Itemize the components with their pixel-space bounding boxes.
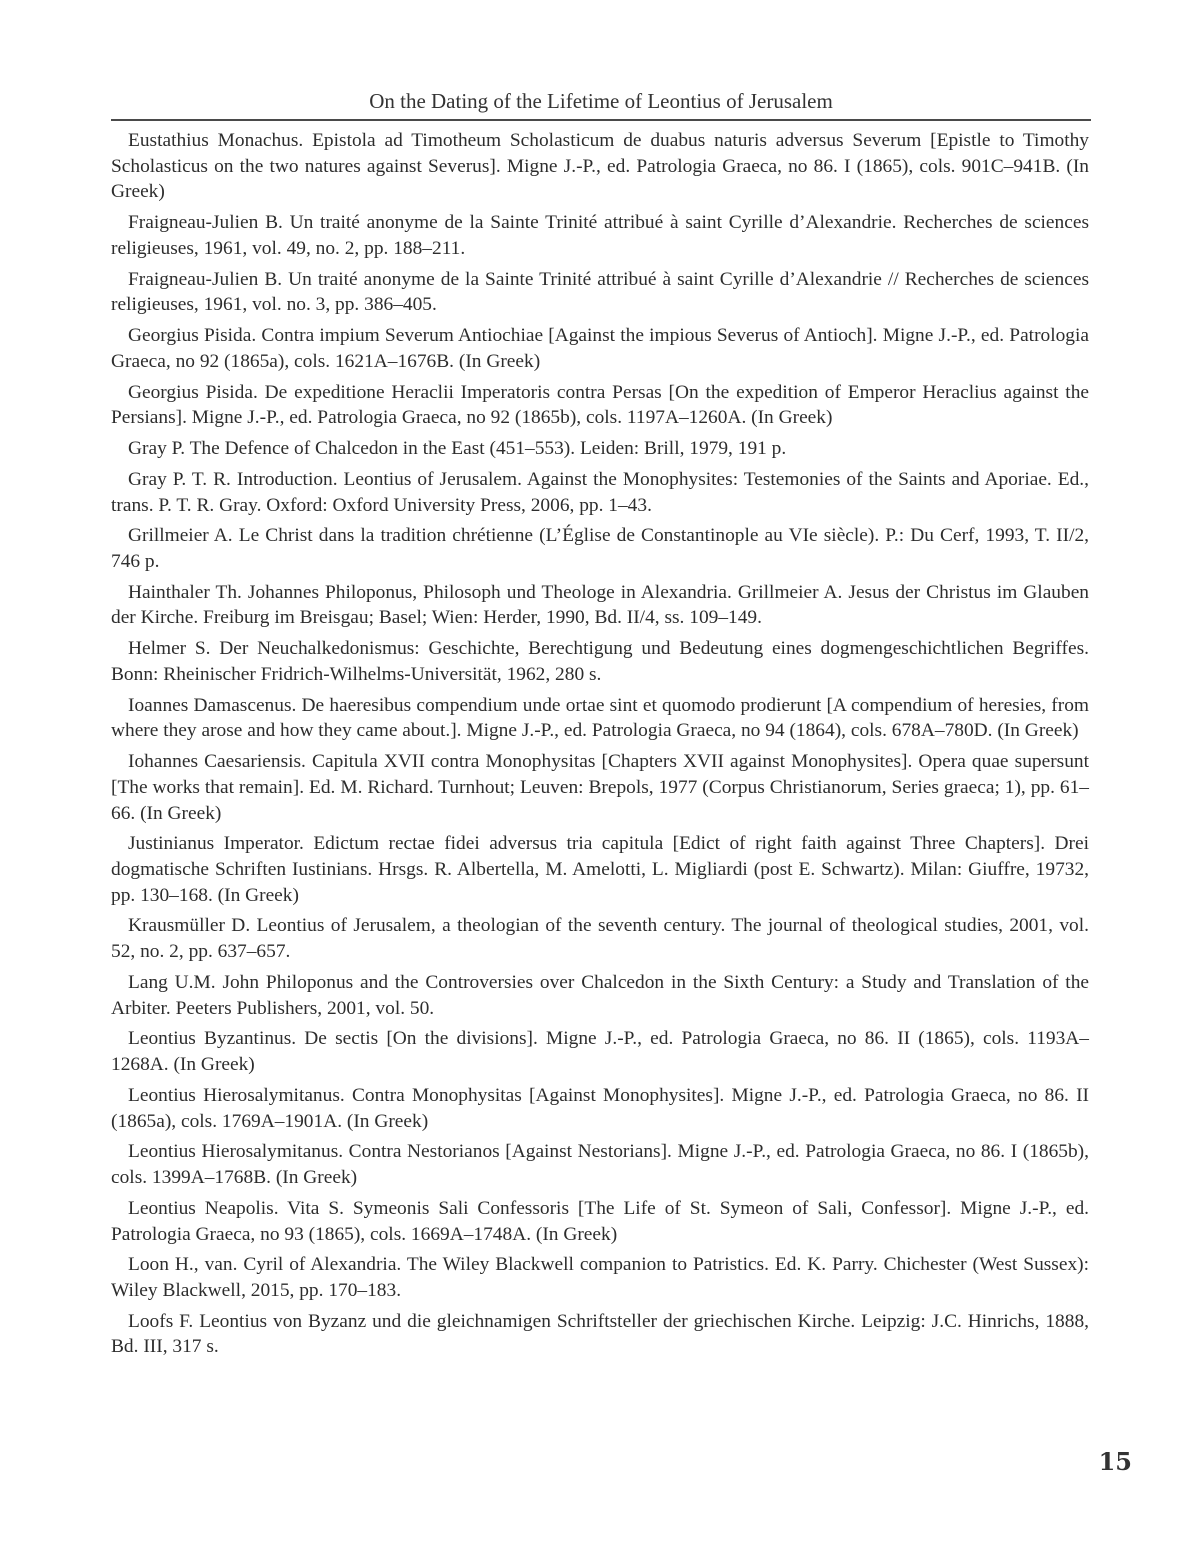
reference-item: Lang U.M. John Philoponus and the Controversies over Chalcedon in the Sixth Century: a Study and Translation of the Arbiter. Peeters Publishers, 2001, vol. 50. xyxy=(111,970,1089,1021)
reference-item: Gray P. The Defence of Chalcedon in the East (451–553). Leiden: Brill, 1979, 191 p. xyxy=(111,436,1089,462)
page-number: 15 xyxy=(1099,1447,1132,1476)
reference-item: Gray P. T. R. Introduction. Leontius of Jerusalem. Against the Monophysites: Testemonies of the Saints and Aporiae. Ed., trans. P. T. R. Gray. Oxford: Oxford University Press, 2006, pp. 1–43. xyxy=(111,467,1089,518)
header-rule xyxy=(111,119,1091,121)
reference-list xyxy=(111,128,1089,1365)
reference-item: Krausmüller D. Leontius of Jerusalem, a theologian of the seventh century. The journal of theological studies, 2001, vol. 52, no. 2, pp. 637–657. xyxy=(111,913,1089,964)
reference-item: Fraigneau-Julien B. Un traité anonyme de la Sainte Trinité attribué à saint Cyrille d’Alexandrie. Recherches de sciences religieuses, 1961, vol. 49, no. 2, pp. 188–211. xyxy=(111,210,1089,261)
reference-item: Leontius Byzantinus. De sectis [On the divisions]. Migne J.-P., ed. Patrologia Graeca, no 86. II (1865), cols. 1193A–1268A. (In Greek) xyxy=(111,1026,1089,1077)
reference-item: Leontius Neapolis. Vita S. Symeonis Sali Confessoris [The Life of St. Symeon of Sali, Confessor]. Migne J.-P., ed. Patrologia Graeca, no 93 (1865), cols. 1669A–1748A. (In Greek) xyxy=(111,1196,1089,1247)
reference-item: Georgius Pisida. De expeditione Heraclii Imperatoris contra Persas [On the expedition of Emperor Heraclius against the Persians]. Migne J.-P., ed. Patrologia Graeca, no 92 (1865b), cols. 1197A–1260A. (In Greek) xyxy=(111,380,1089,431)
reference-item: Loofs F. Leontius von Byzanz und die gleichnamigen Schriftsteller der griechischen Kirche. Leipzig: J.C. Hinrichs, 1888, Bd. III, 317 s. xyxy=(111,1309,1089,1360)
reference-item: Leontius Hierosalymitanus. Contra Nestorianos [Against Nestorians]. Migne J.-P., ed. Patrologia Graeca, no 86. I (1865b), cols. 1399A–1768B. (In Greek) xyxy=(111,1139,1089,1190)
reference-item: Justinianus Imperator. Edictum rectae fidei adversus tria capitula [Edict of right faith against Three Chapters]. Drei dogmatische Schriften Iustinians. Hrsgs. R. Albertella, M. Amelotti, L. Migliardi (post E. Schwartz). Milan: Giuffre, 19732, pp. 130–168. (In Greek) xyxy=(111,831,1089,908)
running-header: On the Dating of the Lifetime of Leontius of Jerusalem xyxy=(111,88,1091,114)
reference-item: Helmer S. Der Neuchalkedonismus: Geschichte, Berechtigung und Bedeutung eines dogmengeschichtlichen Begriffes. Bonn: Rheinischer Fridrich-Wilhelms-Universität, 1962, 280 s. xyxy=(111,636,1089,687)
reference-item: Ioannes Damascenus. De haeresibus compendium unde ortae sint et quomodo prodierunt [A compendium of heresies, from where they arose and how they came about.]. Migne J.-P., ed. Patrologia Graeca, no 94 (1864), cols. 678A–780D. (In Greek) xyxy=(111,693,1089,744)
reference-item: Fraigneau-Julien B. Un traité anonyme de la Sainte Trinité attribué à saint Cyrille d’Alexandrie // Recherches de sciences religieuses, 1961, vol. no. 3, pp. 386–405. xyxy=(111,267,1089,318)
reference-item: Iohannes Caesariensis. Capitula XVII contra Monophysitas [Chapters XVII against Monophysites]. Opera quae supersunt [The works that remain]. Ed. M. Richard. Turnhout; Leuven: Brepols, 1977 (Corpus Christianorum, Series graeca; 1), pp. 61–66. (In Greek) xyxy=(111,749,1089,826)
reference-item: Hainthaler Th. Johannes Philoponus, Philosoph und Theologe in Alexandria. Grillmeier A. Jesus der Christus im Glauben der Kirche. Freiburg im Breisgau; Basel; Wien: Herder, 1990, Bd. II/4, ss. 109–149. xyxy=(111,580,1089,631)
reference-item: Grillmeier A. Le Christ dans la tradition chrétienne (L’Église de Constantinople au VIe siècle). P.: Du Cerf, 1993, T. II/2, 746 p. xyxy=(111,523,1089,574)
reference-item: Eustathius Monachus. Epistola ad Timotheum Scholasticum de duabus naturis adversus Severum [Epistle to Timothy Scholasticus on the two natures against Severus]. Migne J.-P., ed. Patrologia Graeca, no 86. I (1865), cols. 901C–941B. (In Greek) xyxy=(111,128,1089,205)
reference-item: Georgius Pisida. Contra impium Severum Antiochiae [Against the impious Severus of Antioch]. Migne J.-P., ed. Patrologia Graeca, no 92 (1865a), cols. 1621A–1676B. (In Greek) xyxy=(111,323,1089,374)
reference-item: Loon H., van. Cyril of Alexandria. The Wiley Blackwell companion to Patristics. Ed. K. Parry. Chichester (West Sussex): Wiley Blackwell, 2015, pp. 170–183. xyxy=(111,1252,1089,1303)
page xyxy=(0,0,1200,1553)
reference-item: Leontius Hierosalymitanus. Contra Monophysitas [Against Monophysites]. Migne J.-P., ed. Patrologia Graeca, no 86. II (1865a), cols. 1769A–1901A. (In Greek) xyxy=(111,1083,1089,1134)
